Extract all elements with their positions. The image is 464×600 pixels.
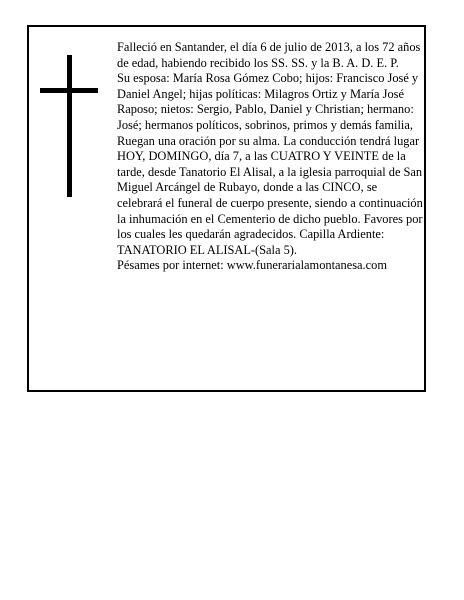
family-paragraph: Su esposa: María Rosa Gómez Cobo; hijos: Francisco José y Daniel Angel; hijas políticas: Milagros Ortiz y María José Raposo; nietos: Sergio, Pablo, Daniel y Christian; hermano: José; hermanos políticos, sobrinos, primos y demás familia, <box>117 71 419 132</box>
condolences-paragraph: Pésames por internet: www.funerarialamontanesa.com <box>117 258 387 273</box>
cross-horizontal-bar <box>40 88 98 93</box>
obituary-text <box>117 40 423 274</box>
obituary-notice <box>27 25 426 392</box>
funeral-details-paragraph: Ruegan una oración por su alma. La conducción tendrá lugar HOY, DOMINGO, día 7, a las CUATRO Y VEINTE de la tarde, desde Tanatorio El Alisal, a la iglesia parroquial de San Miguel Arcángel de Rubayo, donde a las CINCO, se celebrará el funeral de cuerpo presente, siendo a continuación la inhumación en el Cementerio de dicho pueblo. Favores por los cuales les quedarán agradecidos. Capilla Ardiente: TANATORIO EL ALISAL-(Sala 5). <box>117 133 423 257</box>
latin-cross-icon <box>40 55 98 197</box>
cross-vertical-bar <box>67 55 72 197</box>
death-announcement-paragraph: Falleció en Santander, el día 6 de julio de 2013, a los 72 años de edad, habiendo recibido los SS. SS. y la B. A. D. E. P. <box>117 40 421 70</box>
